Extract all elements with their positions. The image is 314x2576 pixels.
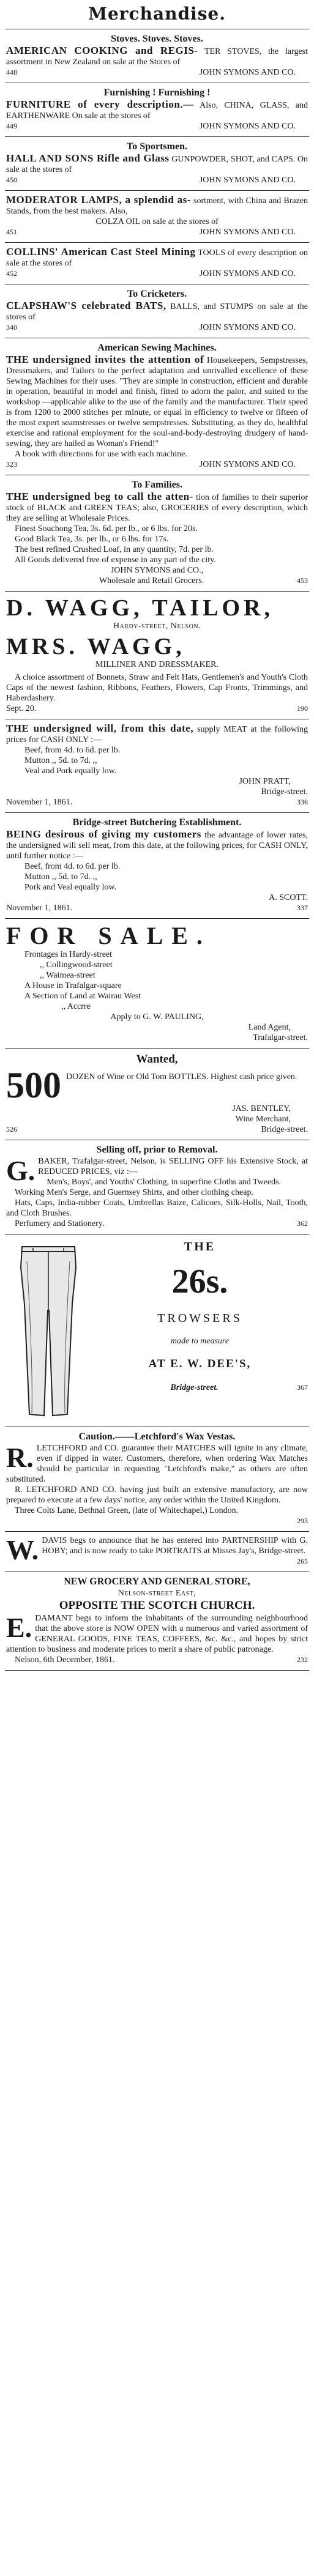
ad-heading: Caution.——Letchford's Wax Vestas.: [78, 1431, 236, 1442]
ad-heading: To Families.: [132, 480, 182, 490]
ad-number: 336: [297, 798, 308, 806]
ad-body: Housekeepers, Sempstresses, Dressmakers, and Tailors to the perfect adaptation and unrivalled excellence of these Sewing Machines for their uses. "They are simple in construction, efficient and durable in operation, beautiful in model and finish, fitted to adorn the palor, and suited to the workshop —applicable alike to the use of the family and the manufacturer. Their speed is from 1200 to 2000 stitches per minute, or equal in efficiency to twelve or fifteen of the most expert seamstresses or twelve sempstresses. Substituting, as they do, healthful exercise and rational employment for the soul-and-body-destroying drudgery of hand-sewing, they are hailed as Woman's Friend!": [6, 356, 308, 448]
ad-sewing-machines: [5, 338, 309, 475]
ad-mining-tools: [5, 242, 309, 284]
ad-davis-portraits: [5, 1531, 309, 1572]
ad-body-line: The best refined Crushed Loaf, in any quantity, 7d. per lb.: [15, 545, 214, 554]
ad-price-line: Mutton ,, 5d. to 7d. ,,: [24, 872, 97, 882]
ad-cooking-stoves: [5, 29, 309, 83]
ad-wax-vestas: [5, 1427, 309, 1531]
ad-signature: JOHN PRATT,: [239, 777, 291, 786]
ad-title: D. WAGG, TAILOR,: [6, 595, 274, 621]
ad-product: TROWSERS: [157, 1312, 242, 1325]
ad-title-the: THE: [184, 1240, 216, 1253]
ad-signature: JOHN SYMONS AND CO.: [199, 122, 296, 131]
ad-number: 293: [297, 1516, 308, 1525]
bottom-rule: [5, 1670, 309, 1671]
ad-number: 451: [6, 228, 17, 236]
ad-body: TER STOVES, the largest assortment in New Zealand on sale at the Stores of: [6, 47, 308, 67]
ad-body: LETCHFORD and CO. guarantee their MATCHES will ignite in any climate, even if dipped in water. Customers, therefore, when ordering Wax Matches should be particular in requesting "Letchford's make," as others are often substituted.: [6, 1444, 308, 1484]
ad-body: TOOLS of every description on sale at the stores of: [6, 248, 308, 268]
ad-number: 526: [6, 1125, 17, 1134]
ad-body-line: Three Colts Lane, Bethnal Green, (late of Whitechapel,) London.: [15, 1506, 239, 1515]
ad-trowsers: [5, 1234, 309, 1427]
ad-signature-line: Trafalgar-street.: [253, 1033, 308, 1042]
ad-number: 340: [6, 323, 17, 332]
ad-price-line: Veal and Pork equally low.: [24, 766, 117, 776]
ad-first-line: MODERATOR LAMPS, a splendid as-: [6, 194, 191, 206]
ad-body: the advantage of lower rates, the undersigned will sell meat, from this date, at the following prices, for CASH ONLY, until further notice :—: [6, 831, 308, 861]
ad-body-line: Good Black Tea, 3s. per lb., or 6 lbs. for 17s.: [15, 535, 169, 544]
ad-list-item: ,, Waimea-street: [40, 971, 95, 980]
ad-price-line: Beef, from 4d. to 6d. per lb.: [24, 862, 121, 871]
ad-list-item: ,, Collingwood-street: [40, 960, 113, 970]
ad-cricketers: [5, 284, 309, 338]
masthead-title: Merchandise.: [88, 4, 226, 24]
ad-heading: OPPOSITE THE SCOTCH CHURCH.: [59, 1599, 255, 1612]
ad-initial: R.: [6, 1442, 34, 1473]
ad-number: 450: [6, 176, 17, 184]
ad-list-item: A Section of Land at Wairau West: [24, 992, 141, 1001]
ad-date: Sept. 20.: [6, 704, 37, 713]
ad-initial: W.: [6, 1534, 39, 1565]
ad-first-line: FURNITURE of every description.—: [6, 98, 194, 110]
ad-heading: NEW GROCERY AND GENERAL STORE,: [64, 1576, 250, 1587]
ad-moderator-lamps: [5, 190, 309, 242]
ad-heading: To Sportsmen.: [127, 141, 187, 152]
ad-signature-line: Bridge-street.: [261, 787, 308, 796]
ad-body-line: A book with directions for use with each machine.: [15, 450, 187, 459]
ad-body: A choice assortment of Bonnets, Straw and Felt Hats, Gentlemen's and Youth's Cloth Caps of the newest fashion, Ribbons, Feathers, Flowers, Cap Fronts, Trimmings, and Haberdashery.: [6, 673, 308, 703]
ad-wagg-tailor: [5, 591, 309, 719]
ad-number: 367: [297, 1383, 308, 1392]
ad-body: BALLS, and STUMPS on sale at the stores of: [6, 302, 308, 322]
ad-first-line: AMERICAN COOKING and REGIS-: [6, 45, 198, 56]
trousers-illustration-icon: [9, 1243, 88, 1420]
ad-signature: JOHN SYMONS and CO.,: [110, 566, 204, 575]
ad-title: FOR SALE.: [6, 922, 211, 949]
ad-wanted-bottles: [5, 1048, 309, 1140]
ad-first-line: BEING desirous of giving my customers: [6, 828, 201, 840]
ad-baker-selling-off: [5, 1140, 309, 1234]
ad-address: Nelson-street East,: [118, 1589, 196, 1598]
ad-heading: Furnishing ! Furnishing !: [103, 87, 211, 98]
ad-heading: To Cricketers.: [127, 289, 187, 299]
ad-number: 448: [6, 68, 17, 76]
ad-pratt-meat: [5, 719, 309, 812]
ad-body: DAVIS begs to announce that he has entered into PARTNERSHIP with G. HOBY; and is now ready to take PORTRAITS at Misses Jay's, Bridge-street.: [42, 1536, 308, 1556]
ad-big-number: 500: [6, 1065, 61, 1105]
ad-number: 453: [297, 576, 308, 585]
ad-price: 26s.: [171, 1263, 228, 1301]
ad-furniture: [5, 83, 309, 136]
ad-date: November 1, 1861.: [6, 904, 73, 913]
ad-heading: Selling off, prior to Removal.: [96, 1145, 218, 1155]
ad-first-line: HALL AND SONS Rifle and Glass: [6, 152, 170, 164]
ad-price-line: Beef, from 4d. to 6d. per lb.: [24, 746, 121, 755]
ad-number: 449: [6, 122, 17, 130]
ad-list-item: A House in Trafalgar-square: [24, 981, 122, 990]
ad-first-line: CLAPSHAW'S celebrated BATS,: [6, 300, 166, 311]
ad-butchering: [5, 812, 309, 918]
ad-merchant: AT E. W. DEE'S,: [148, 1357, 252, 1370]
ad-price-line: Mutton ,, 5d. to 7d. ,,: [24, 756, 97, 765]
ad-first-line: THE undersigned will, from this date,: [6, 722, 194, 734]
ad-body-line: All Goods delivered free of expense in any part of the city.: [15, 555, 216, 565]
ad-heading: American Sewing Machines.: [97, 343, 217, 353]
ad-signature-line: Wine Merchant,: [235, 1115, 291, 1124]
ad-number: 323: [6, 460, 17, 469]
ad-body: Also, CHINA, GLASS, and EARTHENWARE On sale at the stores of: [6, 101, 308, 121]
ad-body-line: Finest Souchong Tea, 3s. 6d. per lb., or 6 lbs. for 20s.: [15, 524, 198, 533]
ad-body: DAMANT begs to inform the inhabitants of the surrounding neighbourhood that the above store is NOW OPEN with a numerous and varied assortment of GENERAL GOODS, FINE TEAS, COFFEES, &c. &c., and hopes by strict attention to business and moderate prices to merit a share of public patronage.: [6, 1614, 308, 1654]
ad-initial: E.: [6, 1612, 32, 1643]
ad-signature: JOHN SYMONS AND CO.: [199, 460, 296, 469]
ad-body: DOZEN of Wine or Old Tom BOTTLES. Highest cash price given.: [66, 1072, 297, 1082]
ad-body-line: COLZA OIL on sale at the stores of: [95, 217, 219, 226]
ad-body: supply MEAT at the following prices for CASH ONLY :—: [6, 725, 308, 744]
ad-heading: Bridge-street Butchering Establishment.: [72, 817, 242, 828]
ad-signature: JOHN SYMONS AND CO.: [199, 68, 296, 77]
ad-number: 337: [297, 904, 308, 912]
ad-body-line: Perfumery and Stationery.: [15, 1219, 105, 1228]
ad-number: 265: [297, 1557, 308, 1565]
ad-first-line: THE undersigned invites the attention of: [6, 354, 204, 365]
ad-number: 452: [6, 269, 17, 278]
ad-address: Bridge-street.: [170, 1383, 219, 1392]
ad-address: MILLINER AND DRESSMAKER.: [95, 660, 219, 669]
ad-number: 190: [297, 704, 308, 713]
ad-body-line: R. LETCHFORD AND CO. having just built an extensive manufactory, are now prepared to execute at a few days' notice, any order within the United Kingdom.: [6, 1485, 308, 1505]
ad-signature: JOHN SYMONS AND CO.: [199, 228, 296, 237]
ad-sportsmen: [5, 136, 309, 190]
ad-first-line: COLLINS' American Cast Steel Mining: [6, 246, 196, 258]
ad-title: MRS. WAGG,: [6, 634, 185, 659]
ad-number: 362: [297, 1219, 308, 1228]
ad-body: sortment, with China and Brazen Stands, from the best makers. Also,: [6, 196, 308, 216]
ad-signature-line: Land Agent,: [248, 1023, 291, 1032]
ad-for-sale: [5, 918, 309, 1048]
ad-signature-line: Bridge-street.: [261, 1125, 308, 1134]
ad-date: Nelson, 6th December, 1861.: [15, 1655, 115, 1665]
ad-signature: A. SCOTT.: [269, 893, 308, 902]
ad-body-line: Men's, Boys', and Youths' Clothing, in superfine Cloths and Tweeds.: [47, 1178, 282, 1187]
ad-date: November 1, 1861.: [6, 798, 73, 807]
ad-families-teas: [5, 475, 309, 591]
ad-initial: G.: [6, 1155, 36, 1186]
ad-body: GUNPOWDER, SHOT, and CAPS. On sale at the stores of: [6, 155, 308, 174]
ad-signature: JOHN SYMONS AND CO.: [199, 323, 296, 332]
ad-address: Hardy-street, Nelson.: [113, 622, 201, 631]
ad-number: 232: [297, 1655, 308, 1664]
ad-body: BAKER, Trafalgar-street, Nelson, is SELLING OFF his Extensive Stock, at REDUCED PRICES, viz :—: [38, 1157, 308, 1176]
ad-heading: Stoves. Stoves. Stoves.: [111, 34, 203, 44]
ad-heading: Wanted,: [136, 1053, 178, 1066]
ad-body-line: Working Men's Serge, and Guernsey Shirts, and other clothing cheap.: [15, 1188, 253, 1197]
ad-signature: JOHN SYMONS AND CO.: [199, 269, 296, 278]
ad-signature: JOHN SYMONS AND CO.: [199, 176, 296, 185]
ad-body: tion of families to their superior stock of BLACK and GREEN TEAS; also, GROCERIES of every description, which they are selling at Wholesale Prices.: [6, 493, 308, 523]
ad-price-line: Pork and Veal equally low.: [24, 883, 117, 892]
ad-signature-line: Wholesale and Retail Grocers.: [99, 576, 204, 585]
ad-signature: Apply to G. W. PAULING,: [110, 1012, 204, 1022]
ad-subtitle: made to measure: [170, 1337, 230, 1346]
ad-first-line: THE undersigned beg to call the atten-: [6, 491, 193, 502]
ad-signature: JAS. BENTLEY,: [232, 1104, 291, 1113]
ad-list-item: Frontages in Hardy-street: [24, 950, 113, 959]
ad-new-grocery: [5, 1572, 309, 1670]
ad-list-item: ,, Accrre: [61, 1002, 91, 1011]
ad-body-line: Hats, Caps, India-rubber Coats, Umbrellas Baize, Calicoes, Silk-Holls, Nail, Tooth, and Cloth Brushes.: [6, 1198, 308, 1218]
